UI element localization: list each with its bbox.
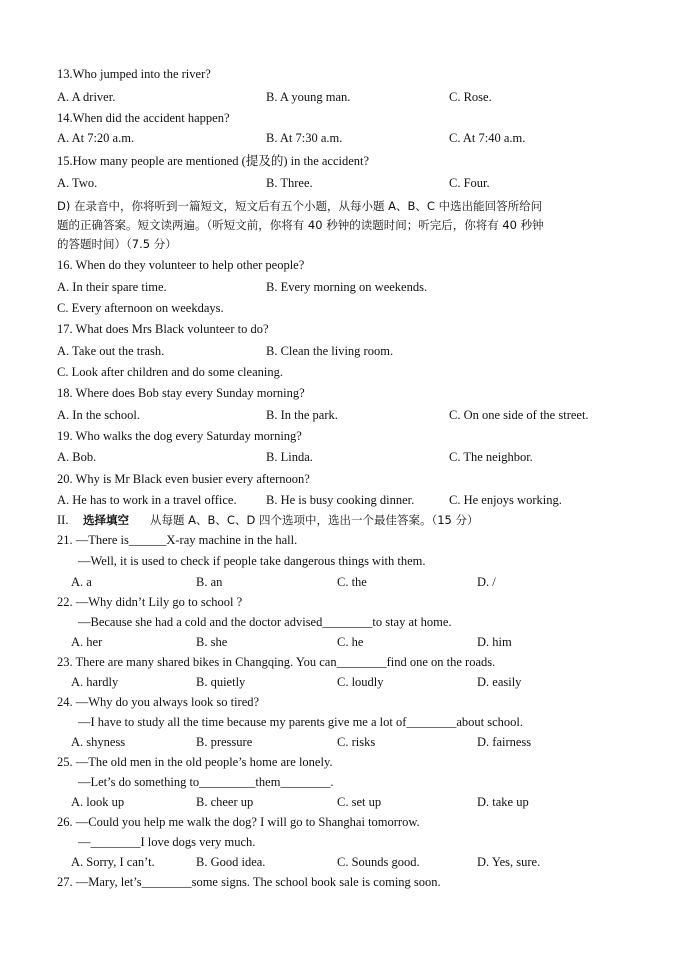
q24-line-2: —I have to study all the time because my parents give me a lot of________about school. xyxy=(78,715,524,729)
q22-option-d: D. him xyxy=(477,635,512,649)
question-26: 26. —Could you help me walk the dog? I will go to Shanghai tomorrow. xyxy=(57,815,420,829)
q22-option-c: C. he xyxy=(337,635,364,649)
q25-option-a: A. look up xyxy=(71,795,125,809)
q24-option-d: D. fairness xyxy=(477,735,532,749)
q18-option-c: C. On one side of the street. xyxy=(449,408,589,422)
q25-option-b: B. cheer up xyxy=(196,795,254,809)
q22-option-a: A. her xyxy=(71,635,103,649)
q17-option-c: C. Look after children and do some cleaning. xyxy=(57,365,283,379)
question-14: 14.When did the accident happen? xyxy=(57,111,230,125)
q21-option-b: B. an xyxy=(196,575,223,589)
q15-option-c: C. Four. xyxy=(449,176,490,190)
q14-option-a: A. At 7:20 a.m. xyxy=(57,131,135,145)
q26-option-c: C. Sounds good. xyxy=(337,855,420,869)
section-ii-instruction: 从每题 A、B、C、D 四个选项中，选出一个最佳答案。（15 分） xyxy=(150,513,479,527)
q13-option-b: B. A young man. xyxy=(266,90,351,104)
q14-option-b: B. At 7:30 a.m. xyxy=(266,131,343,145)
q15-option-b: B. Three. xyxy=(266,176,313,190)
question-17: 17. What does Mrs Black volunteer to do? xyxy=(57,322,269,336)
question-24: 24. —Why do you always look so tired? xyxy=(57,695,260,709)
q21-option-a: A. a xyxy=(71,575,92,589)
q24-option-b: B. pressure xyxy=(196,735,253,749)
q17-option-a: A. Take out the trash. xyxy=(57,344,165,358)
question-22: 22. —Why didn’t Lily go to school ? xyxy=(57,595,243,609)
question-16: 16. When do they volunteer to help other people? xyxy=(57,258,305,272)
q20-option-a: A. He has to work in a travel office. xyxy=(57,493,237,507)
q22-line-2: —Because she had a cold and the doctor advised________to stay at home. xyxy=(78,615,452,629)
question-27: 27. —Mary, let’s________some signs. The school book sale is coming soon. xyxy=(57,875,441,889)
q23-option-a: A. hardly xyxy=(71,675,119,689)
question-19: 19. Who walks the dog every Saturday morning? xyxy=(57,429,302,443)
q16-option-b: B. Every morning on weekends. xyxy=(266,280,428,294)
q25-option-d: D. take up xyxy=(477,795,529,809)
question-15: 15.How many people are mentioned (提及的) in the accident? xyxy=(57,154,370,168)
q22-option-b: B. she xyxy=(196,635,228,649)
question-20: 20. Why is Mr Black even busier every afternoon? xyxy=(57,472,310,486)
q14-option-c: C. At 7:40 a.m. xyxy=(449,131,526,145)
q16-option-a: A. In their spare time. xyxy=(57,280,167,294)
q25-option-c: C. set up xyxy=(337,795,382,809)
question-25: 25. —The old men in the old people’s home are lonely. xyxy=(57,755,333,769)
q23-option-d: D. easily xyxy=(477,675,522,689)
section-ii-number: II. xyxy=(57,513,69,527)
q23-option-c: C. loudly xyxy=(337,675,384,689)
question-21: 21. —There is______X-ray machine in the hall. xyxy=(57,533,298,547)
q21-option-c: C. the xyxy=(337,575,367,589)
q16-option-c: C. Every afternoon on weekdays. xyxy=(57,301,224,315)
q20-option-b: B. He is busy cooking dinner. xyxy=(266,493,415,507)
question-18: 18. Where does Bob stay every Sunday morning? xyxy=(57,386,305,400)
q26-option-a: A. Sorry, I can’t. xyxy=(71,855,155,869)
q19-option-b: B. Linda. xyxy=(266,450,313,464)
q13-option-a: A. A driver. xyxy=(57,90,116,104)
q24-option-a: A. shyness xyxy=(71,735,126,749)
question-23: 23. There are many shared bikes in Changqing. You can________find one on the roads. xyxy=(57,655,496,669)
q21-line-2: —Well, it is used to check if people take dangerous things with them. xyxy=(78,554,426,568)
q17-option-b: B. Clean the living room. xyxy=(266,344,394,358)
q18-option-a: A. In the school. xyxy=(57,408,140,422)
q13-option-c: C. Rose. xyxy=(449,90,492,104)
q26-line-2: —________I love dogs very much. xyxy=(78,835,256,849)
q25-line-2: —Let’s do something to_________them________. xyxy=(78,775,334,789)
q21-option-d: D. / xyxy=(477,575,496,589)
q23-option-b: B. quietly xyxy=(196,675,246,689)
q24-option-c: C. risks xyxy=(337,735,376,749)
q26-option-d: D. Yes, sure. xyxy=(477,855,541,869)
section-d-instruction-line-3: 的答题时间）（7.5 分） xyxy=(57,237,177,251)
q18-option-b: B. In the park. xyxy=(266,408,338,422)
section-d-instruction-line-1: D) 在录音中，你将听到一篇短文，短文后有五个小题，从每小题 A、B、C 中选出能回答所给问 xyxy=(57,199,543,213)
q26-option-b: B. Good idea. xyxy=(196,855,266,869)
question-13: 13.Who jumped into the river? xyxy=(57,67,211,81)
q19-option-c: C. The neighbor. xyxy=(449,450,533,464)
q19-option-a: A. Bob. xyxy=(57,450,97,464)
q15-option-a: A. Two. xyxy=(57,176,98,190)
section-d-instruction-line-2: 题的正确答案。短文读两遍。（听短文前，你将有 40 秒钟的读题时间；听完后，你将有 40 秒钟 xyxy=(57,218,544,232)
q20-option-c: C. He enjoys working. xyxy=(449,493,562,507)
section-ii-title: 选择填空 xyxy=(83,513,129,527)
